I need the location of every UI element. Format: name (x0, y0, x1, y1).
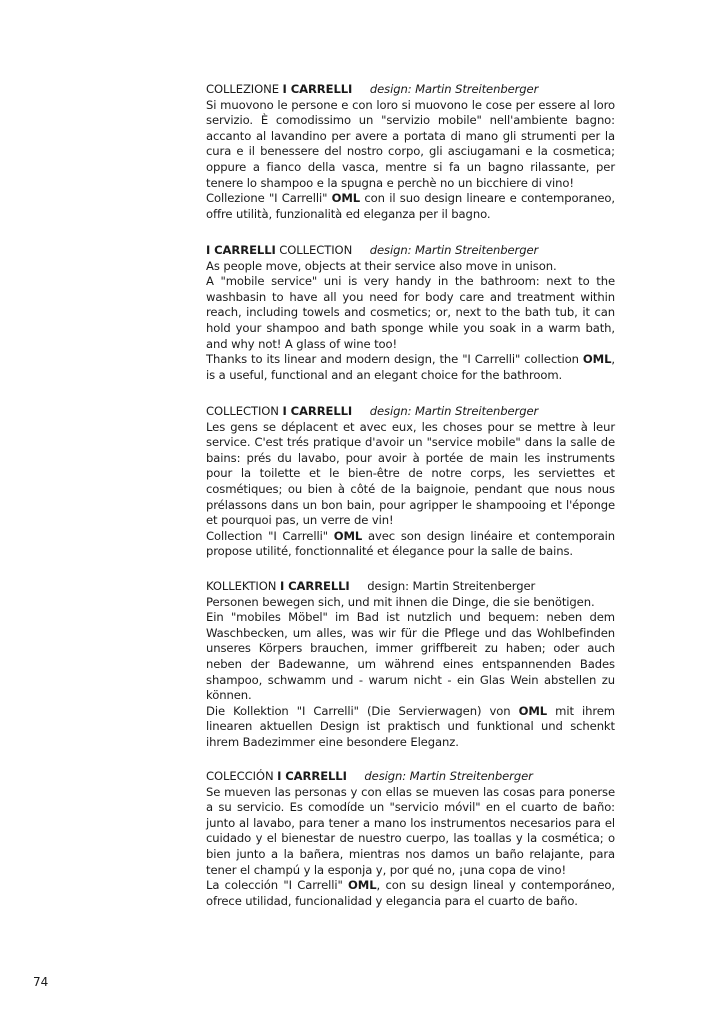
brand-name: OML (348, 878, 377, 893)
brand-name: OML (582, 352, 612, 367)
section-italian (206, 82, 615, 222)
heading-designer: design: Martin Streitenberger (369, 404, 539, 418)
paragraph-text: Collection "I Carrelli" (206, 528, 334, 543)
section-heading (206, 769, 615, 785)
heading-collection-name: I CARRELLI (279, 579, 350, 593)
heading-prefix: KOLLEKTION (206, 579, 280, 593)
section-french (206, 404, 615, 560)
heading-designer: design: Martin Streitenberger (369, 82, 539, 96)
section-english (206, 243, 615, 383)
heading-designer: design: Martin Streitenberger (369, 243, 539, 257)
heading-prefix: COLECCIÓN (206, 769, 278, 783)
page-number: 74 (33, 975, 49, 989)
paragraph: Ein "mobiles Möbel" im Bad ist nutzlich und bequem: neben dem Waschbecken, um alles, was wir für die Pflege und das Wohlbefinden unseres Körpers brauchen, immer griffbereit zu haben; oder auch neben der Badewanne, um während eines entspannenden Bades shampoo, schwamm und - warum nicht - ein Glas Wein abstellen zu können. (206, 610, 615, 703)
paragraph: As people move, objects at their service also move in unison. (206, 258, 557, 273)
paragraph (206, 352, 615, 383)
paragraph (206, 191, 615, 222)
section-heading (206, 404, 615, 420)
paragraph: Personen bewegen sich, und mit ihnen die Dinge, die sie benötigen. (206, 594, 595, 609)
paragraph: Si muovono le persone e con loro si muovono le cose per essere al loro servizio. È comodissimo un "servizio mobile" nell'ambiente bagno: accanto al lavandino per avere a portata di mano gli strumenti per la cura e il benessere del nostro corpo, gli asciugamani e la cosmetica; oppure a fianco della vasca, mentre si fa un bagno rilassante, per tenere lo shampoo e la spugna e perchè no un bicchiere di vino! (206, 97, 615, 190)
section-heading (206, 82, 615, 98)
paragraph: Se mueven las personas y con ellas se mueven las cosas para ponerse a su servicio. Es comodíde un "servicio móvil" en el cuarto de baño: junto al lavabo, para tener a mano los instrumentos necesarios para el cuidado y el bienestar de nuestro cuerpo, las toallas y la cosmética; o bien junto a la bañera, mientras nos damos un baño relajante, para tener el champú y la esponja y, por qué no, ¡una copa de vino! (206, 784, 615, 877)
heading-collection-name: I CARRELLI (282, 82, 353, 96)
brand-name: OML (518, 703, 548, 718)
heading-designer: design: Martin Streitenberger (364, 769, 533, 783)
paragraph-text: Collezione "I Carrelli" (206, 191, 332, 206)
brand-name: OML (331, 191, 361, 206)
paragraph-text: mit ihrem linearen aktuellen Design ist praktisch und funktional und schenkt ihrem Badezimmer eine besondere Eleganz. (206, 703, 615, 749)
paragraph (206, 529, 615, 560)
heading-prefix: COLLEZIONE (206, 82, 283, 96)
brand-name: OML (333, 528, 363, 543)
paragraph-text: La colección "I Carrelli" (206, 878, 349, 893)
paragraph-text: , con su design lineal y contemporáneo, ofrece utilidad, funcionalidad y elegancia para el cuarto de baño. (206, 878, 615, 908)
paragraph-text: Thanks to its linear and modern design, the "I Carrelli" collection (206, 352, 583, 367)
heading-prefix: COLLECTION (206, 404, 283, 418)
section-heading (206, 579, 615, 595)
paragraph: A "mobile service" uni is very handy in the bathroom: next to the washbasin to have all you need for body care and treatment within reach, including towels and cosmetics; or, next to the bath tub, it can hold your shampoo and bath sponge while you soak in a warm bath, and why not! A glass of wine too! (206, 274, 615, 351)
paragraph-text: Die Kollektion "I Carrelli" (Die Servierwagen) von (206, 703, 519, 718)
section-german (206, 579, 615, 751)
heading-collection-name: I CARRELLI (282, 404, 353, 418)
paragraph (206, 704, 615, 751)
heading-collection-name: I CARRELLI (206, 243, 276, 257)
paragraph-text: , is a useful, functional and an elegant choice for the bathroom. (206, 352, 615, 382)
heading-collection-name: I CARRELLI (277, 769, 347, 783)
paragraph (206, 878, 615, 909)
heading-suffix: COLLECTION (275, 243, 353, 257)
paragraph-text: con il suo design lineare e contemporaneo, offre utilità, funzionalità ed eleganza per il bagno. (206, 191, 615, 221)
heading-designer: design: Martin Streitenberger (367, 579, 536, 593)
section-heading (206, 243, 615, 259)
section-spanish (206, 769, 615, 909)
paragraph-text: avec son design linéaire et contemporain propose utilité, fonctionnalité et élegance pour la salle de bains. (206, 528, 615, 559)
paragraph: Les gens se déplacent et avec eux, les choses pour se mettre à leur service. C'est trés pratique d'avoir un "service mobile" dans la salle de bains: prés du lavabo, pour avoir à portée de main les instruments pour la toilette et le bien-être de notre corps, les serviettes et cosmétiques; ou bien à côté de la baignoie, pendant que nous nous prélassons dans un bon bain, pour agripper le shampooing et l'éponge et pourquoi pas, un verre de vin! (206, 419, 615, 528)
